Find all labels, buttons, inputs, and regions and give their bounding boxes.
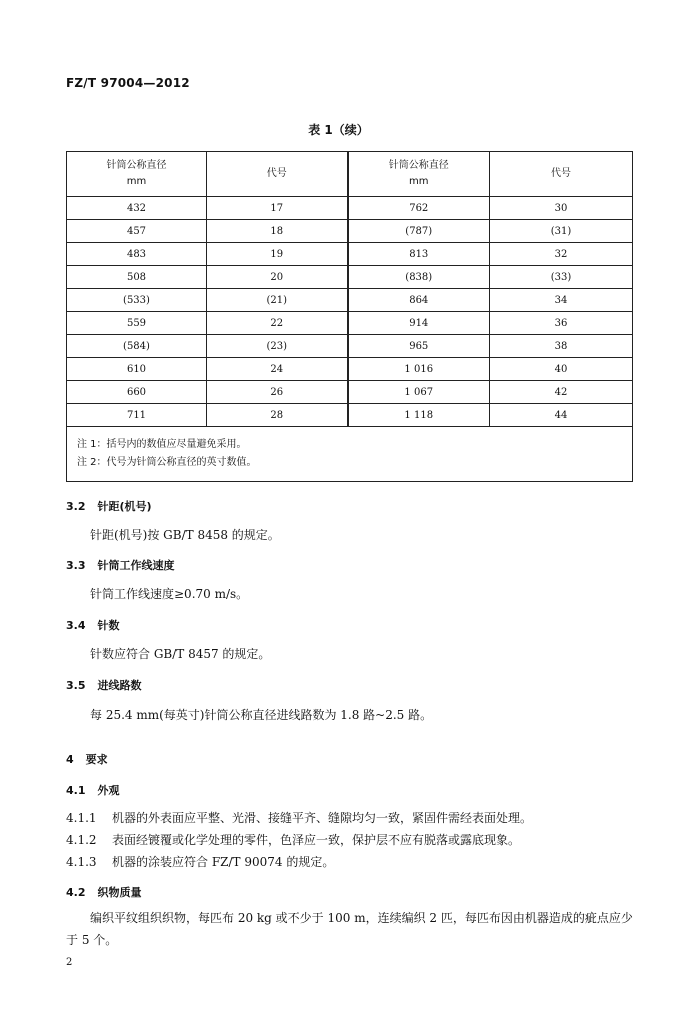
section-title: 针数 bbox=[97, 619, 120, 632]
table-note: 注 1：括号内的数值应尽量避免采用。 bbox=[77, 439, 247, 450]
section-title: 织物质量 bbox=[97, 886, 142, 899]
col-unit: mm bbox=[409, 176, 429, 187]
table-row bbox=[67, 404, 633, 427]
section-4-heading bbox=[66, 751, 108, 767]
table-notes-row bbox=[67, 427, 633, 482]
section-4-2-heading bbox=[66, 884, 142, 900]
table-cell: (23) bbox=[207, 335, 348, 358]
section-3-5-heading bbox=[66, 677, 142, 693]
table-cell: 40 bbox=[490, 358, 633, 381]
clause-text: 机器的外表面应平整、光滑、接缝平齐、缝隙均匀一致，紧固件需经表面处理。 bbox=[112, 811, 533, 825]
table-cell: 1 118 bbox=[348, 404, 490, 427]
clause-number: 4.1.2 bbox=[66, 833, 97, 847]
table-cell: 1 016 bbox=[348, 358, 490, 381]
section-3-2-text: 针距(机号)按 GB/T 8458 的规定。 bbox=[90, 528, 280, 542]
col-title: 针筒公称直径 bbox=[106, 160, 167, 171]
table-header-row bbox=[67, 152, 633, 197]
section-3-3-heading bbox=[66, 557, 175, 573]
col-header-code-2 bbox=[490, 152, 633, 197]
table-cell: 34 bbox=[490, 289, 633, 312]
table-row bbox=[67, 335, 633, 358]
col-header-diameter-1 bbox=[67, 152, 207, 197]
table-row bbox=[67, 243, 633, 266]
table-cell: 26 bbox=[207, 381, 348, 404]
table-cell: 1 067 bbox=[348, 381, 490, 404]
table-cell: 20 bbox=[207, 266, 348, 289]
section-3-2-heading bbox=[66, 498, 152, 514]
table-cell: 32 bbox=[490, 243, 633, 266]
table-cell: 30 bbox=[490, 197, 633, 220]
table-cell: 24 bbox=[207, 358, 348, 381]
col-title: 代号 bbox=[551, 168, 571, 179]
table-cell: 864 bbox=[348, 289, 490, 312]
section-3-5-text: 每 25.4 mm(每英寸)针筒公称直径进线路数为 1.8 路~2.5 路。 bbox=[90, 708, 433, 722]
table-row bbox=[67, 381, 633, 404]
clause-number: 4.1.1 bbox=[66, 811, 97, 825]
table-cell: (21) bbox=[207, 289, 348, 312]
section-title: 要求 bbox=[85, 753, 108, 766]
clause-4-1-3 bbox=[66, 853, 334, 870]
clause-text: 机器的涂装应符合 FZ/T 90074 的规定。 bbox=[112, 855, 335, 869]
section-number: 4 bbox=[66, 753, 74, 766]
section-number: 4.1 bbox=[66, 784, 86, 797]
section-number: 3.2 bbox=[66, 500, 86, 513]
section-4-1-heading bbox=[66, 782, 120, 798]
col-unit: mm bbox=[126, 176, 147, 187]
table-cell: 559 bbox=[67, 312, 207, 335]
table-cell: 914 bbox=[348, 312, 490, 335]
diameter-code-table bbox=[66, 151, 633, 482]
table-notes bbox=[67, 427, 633, 482]
table-cell: 457 bbox=[67, 220, 207, 243]
table-cell: 610 bbox=[67, 358, 207, 381]
table-cell: 483 bbox=[67, 243, 207, 266]
section-title: 针筒工作线速度 bbox=[97, 559, 175, 572]
table-cell: (787) bbox=[348, 220, 490, 243]
section-4-2-text: 编织平纹组织织物，每匹布 20 kg 或不少于 100 m，连续编织 2 匹，每匹布因由机器造成的疵点应少于 5 个。 bbox=[66, 911, 633, 947]
table-cell: 44 bbox=[490, 404, 633, 427]
col-title: 针筒公称直径 bbox=[388, 160, 449, 171]
standard-code: FZ/T 97004—2012 bbox=[66, 76, 190, 90]
table-cell: 508 bbox=[67, 266, 207, 289]
section-number: 4.2 bbox=[66, 886, 86, 899]
table-caption: 表 1（续） bbox=[308, 123, 369, 137]
table-cell: 18 bbox=[207, 220, 348, 243]
section-number: 3.3 bbox=[66, 559, 86, 572]
table-cell: 38 bbox=[490, 335, 633, 358]
clause-4-1-1 bbox=[66, 809, 532, 826]
col-header-diameter-2 bbox=[348, 152, 490, 197]
table-cell: 17 bbox=[207, 197, 348, 220]
table-cell: 28 bbox=[207, 404, 348, 427]
section-3-4-heading bbox=[66, 617, 120, 633]
section-number: 3.5 bbox=[66, 679, 86, 692]
table-cell: 762 bbox=[348, 197, 490, 220]
table-row bbox=[67, 266, 633, 289]
table-cell: 22 bbox=[207, 312, 348, 335]
table-cell: 965 bbox=[348, 335, 490, 358]
section-title: 进线路数 bbox=[97, 679, 142, 692]
table-cell: (838) bbox=[348, 266, 490, 289]
col-title: 代号 bbox=[266, 168, 287, 179]
table-note: 注 2：代号为针筒公称直径的英寸数值。 bbox=[77, 457, 257, 468]
clause-text: 表面经镀覆或化学处理的零件，色泽应一致，保护层不应有脱落或露底现象。 bbox=[112, 833, 521, 847]
table-cell: (33) bbox=[490, 266, 633, 289]
clause-4-1-2 bbox=[66, 831, 520, 848]
table-row bbox=[67, 289, 633, 312]
table-cell: (533) bbox=[67, 289, 207, 312]
table-cell: 711 bbox=[67, 404, 207, 427]
table-row bbox=[67, 312, 633, 335]
table-cell: 42 bbox=[490, 381, 633, 404]
col-header-code-1 bbox=[207, 152, 348, 197]
table-row bbox=[67, 220, 633, 243]
section-number: 3.4 bbox=[66, 619, 86, 632]
table-cell: 660 bbox=[67, 381, 207, 404]
table-cell: 36 bbox=[490, 312, 633, 335]
section-title: 外观 bbox=[97, 784, 120, 797]
table-cell: (584) bbox=[67, 335, 207, 358]
table-row bbox=[67, 197, 633, 220]
table-cell: 813 bbox=[348, 243, 490, 266]
clause-number: 4.1.3 bbox=[66, 855, 97, 869]
table-cell: (31) bbox=[490, 220, 633, 243]
table-cell: 432 bbox=[67, 197, 207, 220]
section-3-4-text: 针数应符合 GB/T 8457 的规定。 bbox=[90, 647, 271, 661]
page-number: 2 bbox=[66, 957, 73, 968]
section-3-3-text: 针筒工作线速度≥0.70 m/s。 bbox=[90, 587, 249, 601]
table-row bbox=[67, 358, 633, 381]
table-cell: 19 bbox=[207, 243, 348, 266]
section-title: 针距(机号) bbox=[97, 500, 152, 513]
